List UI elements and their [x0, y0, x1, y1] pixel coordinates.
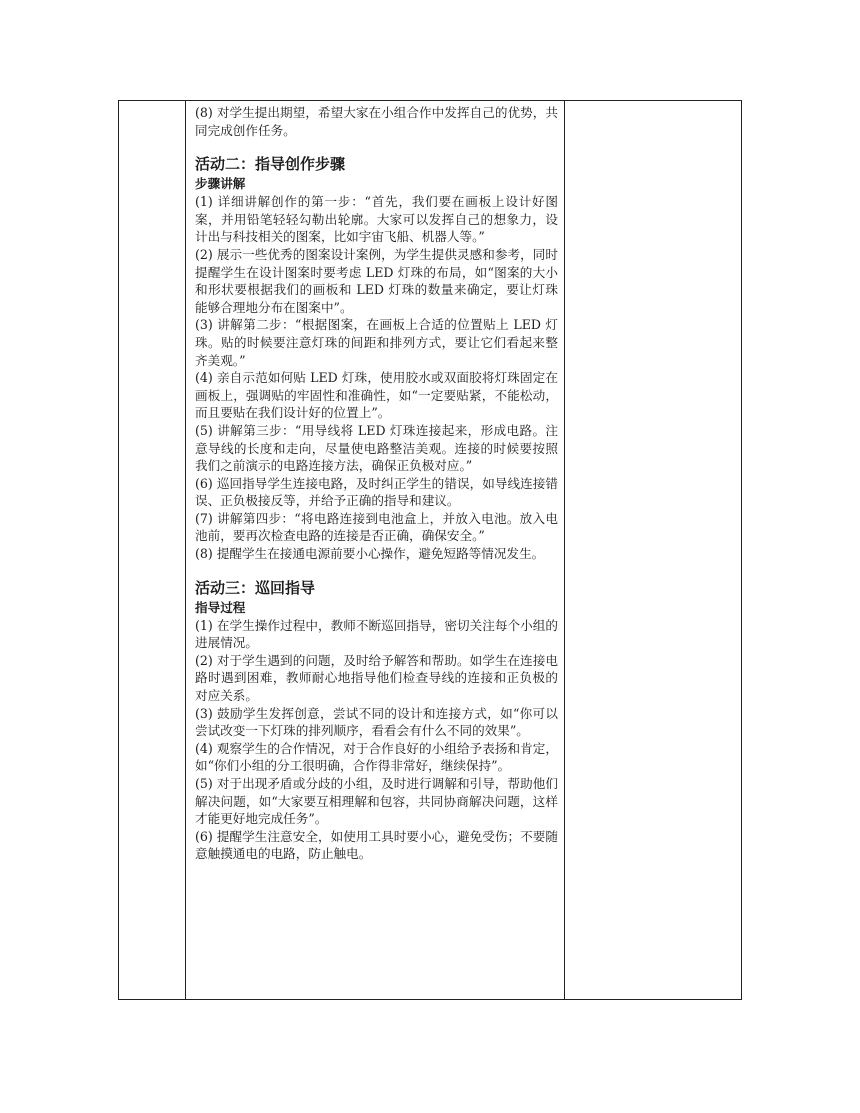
activity3-paragraph: (1) 在学生操作过程中，教师不断巡回指导，密切关注每个小组的进展情况。 [195, 617, 558, 651]
activity2-heading: 活动二：指导创作步骤 [195, 155, 346, 174]
activity2-paragraph: (4) 亲自示范如何贴 LED 灯珠，使用胶水或双面胶将灯珠固定在画板上，强调贴的牢固性和准确性，如“一定要贴紧，不能松动，而且要贴在我们设计好的位置上”。 [195, 370, 558, 421]
activity3-paragraph: (4) 观察学生的合作情况，对于合作良好的小组给予表扬和肯定，如“你们小组的分工很明确，合作得非常好，继续保持”。 [195, 740, 558, 774]
activity2-paragraph: (3) 讲解第二步：“根据图案，在画板上合适的位置贴上 LED 灯珠。贴的时候要注意灯珠的间距和排列方式，要让它们看起来整齐美观。” [195, 317, 558, 368]
activity3-paragraph: (6) 提醒学生注意安全，如使用工具时要小心，避免受伤；不要随意触摸通电的电路，防止触电。 [195, 828, 558, 862]
lesson-plan-table [118, 100, 742, 1000]
activity2-paragraph: (6) 巡回指导学生连接电路，及时纠正学生的错误，如导线连接错误、正负极接反等，并给予正确的指导和建议。 [195, 475, 558, 509]
content-column-cell [186, 101, 565, 1000]
content-body [186, 101, 564, 999]
left-column-cell [119, 101, 186, 1000]
table-row [119, 101, 742, 1000]
activity3-heading: 活动三：巡回指导 [195, 578, 316, 597]
right-column-cell [565, 101, 742, 1000]
activity2-paragraph: (5) 讲解第三步：“用导线将 LED 灯珠连接起来，形成电路。注意导线的长度和走向，尽量使电路整洁美观。连接的时候要按照我们之前演示的电路连接方法，确保正负极对应。” [195, 422, 558, 474]
activity2-subheading: 步骤讲解 [195, 176, 246, 192]
activity3-subheading: 指导过程 [195, 599, 246, 615]
activity3-paragraph: (5) 对于出现矛盾或分歧的小组，及时进行调解和引导，帮助他们解决问题，如“大家要互相理解和包容，共同协商解决问题，这样才能更好地完成任务”。 [195, 776, 558, 827]
activity2-paragraph: (1) 详细讲解创作的第一步：“首先，我们要在画板上设计好图案，并用铅笔轻轻勾勒出轮廓。大家可以发挥自己的想象力，设计出与科技相关的图案，比如宇宙飞船、机器人等。” [195, 194, 558, 245]
activity2-paragraph: (2) 展示一些优秀的图案设计案例，为学生提供灵感和参考，同时提醒学生在设计图案时要考虑 LED 灯珠的布局，如“图案的大小和形状要根据我们的画板和 LED 灯珠的数量来确定，要让灯珠能够合理地分布在图案中”。 [195, 246, 558, 315]
activity3-paragraph: (3) 鼓励学生发挥创意，尝试不同的设计和连接方式，如“你可以尝试改变一下灯珠的排列顺序，看看会有什么不同的效果”。 [195, 705, 558, 739]
intro-paragraph: (8) 对学生提出期望，希望大家在小组合作中发挥自己的优势，共同完成创作任务。 [195, 105, 558, 138]
activity2-paragraph: (7) 讲解第四步：“将电路连接到电池盒上，并放入电池。放入电池前，要再次检查电路的连接是否正确，确保安全。” [195, 510, 558, 544]
activity3-paragraph: (2) 对于学生遇到的问题，及时给予解答和帮助。如学生在连接电路时遇到困难，教师耐心地指导他们检查导线的连接和正负极的对应关系。 [195, 652, 558, 704]
activity2-paragraph: (8) 提醒学生在接通电源前要小心操作，避免短路等情况发生。 [195, 546, 545, 562]
